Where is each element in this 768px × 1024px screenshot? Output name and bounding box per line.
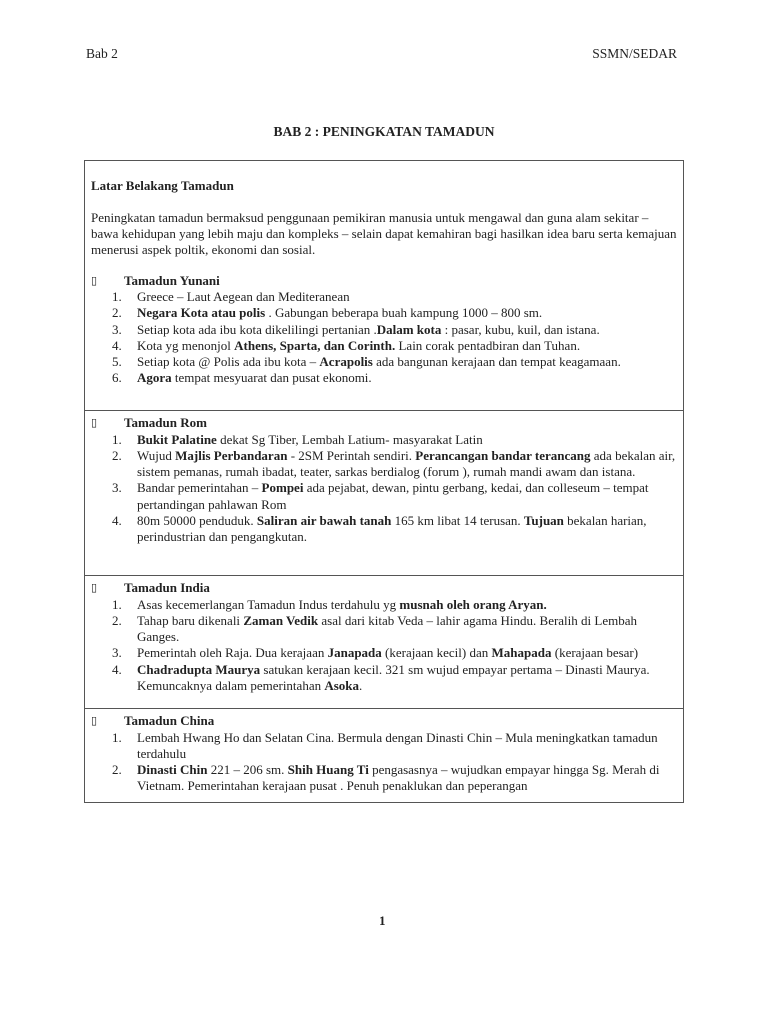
section-rom [85,410,683,575]
item-number: 3. [112,480,122,496]
section-title: Tamadun China [124,713,215,728]
header-chapter: Bab 2 [86,46,118,61]
item-text: Tahap baru dikenali [137,612,244,628]
item-text: 165 km libat 14 terusan. [391,512,524,528]
item-text: . [359,677,363,693]
item-text: (kerajaan kecil) dan [381,645,492,661]
bold-text: Tujuan [523,512,564,528]
section-heading [91,273,677,290]
page-title: BAB 2 : PENINGKATAN TAMADUN [273,124,495,139]
section-china [85,708,683,802]
content-table [84,160,684,803]
item-text: Greece – Laut Aegean dan Mediteranean [137,289,350,304]
item-number: 4. [112,337,122,353]
item-number: 2. [112,305,122,321]
list-item [91,480,677,513]
list-item [91,513,677,546]
list-item [91,432,677,448]
section-heading [91,415,677,432]
item-text: Lain corak pentadbiran dan Tuhan. [395,337,581,353]
bold-text: Asoka [324,677,360,693]
item-text: 80m 50000 penduduk. [137,512,257,528]
item-text: Lembah Hwang Ho dan Selatan Cina. Bermula dengan Dinasti Chin – Mula meningkatkan tamadun terdahulu [137,729,658,761]
list-item [91,662,677,695]
item-list [91,289,677,387]
item-list [91,432,677,546]
section-heading [91,713,677,730]
intro-paragraph: Peningkatan tamadun bermaksud penggunaan pemikiran manusia untuk mengawal dan guna alam sekitar – bawa kehidupan yang lebih maju dan kompleks – selain dapat kemahiran bagi hasilkan idea baru serta kemajuan menerusi aspek poltik, ekonomi dan sosial. [91,209,677,257]
item-number: 1. [112,431,122,447]
square-bullet-icon: ▯ [91,416,98,429]
item-number: 5. [112,354,122,370]
list-item [91,370,677,386]
bold-text: Acrapolis [319,354,373,370]
item-number: 3. [112,321,122,337]
item-text: tempat mesyuarat dan pusat ekonomi. [171,370,372,386]
bold-text: Agora [137,370,172,386]
list-item [91,762,677,795]
bold-text: Janapada [327,645,382,661]
bold-text: Chadradupta Maurya [137,661,261,677]
item-number: 2. [112,612,122,628]
bold-text: musnah oleh orang Aryan. [399,596,547,612]
list-item [91,730,677,763]
item-text: ada bekalan air, sistem pemanas, rumah ibadat, teater, sarkas berdialog (forum ), rumah mandi awam dan istana. [137,447,676,480]
bold-text: Zaman Vedik [243,612,319,628]
bold-text: Dinasti Chin [137,762,208,778]
bold-text: Shih Huang Ti [287,762,369,778]
bold-text: Mahapada [491,645,552,661]
item-text: dekat Sg Tiber, Lembah Latium- masyarakat Latin [216,431,483,447]
header-school: SSMN/SEDAR [592,46,677,61]
section-title: Tamadun India [124,580,210,595]
item-text: - 2SM Perintah sendiri. [287,447,416,463]
item-number: 2. [112,762,122,778]
item-text: Wujud [137,447,176,463]
item-text: : pasar, kubu, kuil, dan istana. [441,321,600,337]
bold-text: Saliran air bawah tanah [256,512,392,528]
item-number: 3. [112,645,122,661]
bold-text: Perancangan bandar terancang [415,447,591,463]
list-item [91,338,677,354]
square-bullet-icon: ▯ [91,714,98,727]
item-text: Bandar pemerintahan – [137,480,262,496]
item-text: pengasasnya – wujudkan empayar hingga Sg. Merah di Vietnam. Pemerintahan kerajaan pusat . Penuh penaklukan dan peperangan [137,762,660,794]
square-bullet-icon: ▯ [91,273,98,287]
section-india [85,575,683,708]
list-item [91,597,677,613]
item-number: 2. [112,447,122,463]
item-text: . Gabungan beberapa buah kampung 1000 – 800 sm. [265,305,543,321]
intro-heading: Latar Belakang Tamadun [91,178,234,193]
item-number: 6. [112,370,122,386]
item-text: asal dari kitab Veda – lahir agama Hindu. Beralih di Lembah Ganges. [137,612,637,645]
section-intro [85,161,683,410]
item-number: 1. [112,596,122,612]
bold-text: Athens, Sparta, dan Corinth. [234,337,396,353]
item-text: (kerajaan besar) [551,645,639,661]
bold-text: Negara Kota atau polis [137,305,266,321]
list-item [91,354,677,370]
list-item [91,305,677,321]
bold-text: Pompei [261,480,304,496]
item-text: satukan kerajaan kecil. 321 sm wujud empayar pertama – Dinasti Maurya. Kemuncaknya dalam pemerintahan [137,661,650,693]
list-item [91,613,677,646]
section-heading [91,580,677,597]
section-title: Tamadun Rom [124,415,207,430]
list-item [91,645,677,661]
list-item [91,322,677,338]
item-list [91,597,677,695]
square-bullet-icon: ▯ [91,581,98,594]
item-text: 221 – 206 sm. [207,762,288,778]
item-text: Setiap kota @ Polis ada ibu kota – [137,354,320,370]
bold-text: Dalam kota [376,321,442,337]
bold-text: Majlis Perbandaran [175,447,288,463]
bold-text: Bukit Palatine [137,431,217,447]
item-number: 1. [112,729,122,745]
item-number: 4. [112,512,122,528]
section-title: Tamadun Yunani [124,272,220,288]
page-number: 1 [379,913,386,928]
list-item [91,289,677,305]
item-text: Setiap kota ada ibu kota dikelilingi pertanian . [137,321,377,337]
item-text: ada pejabat, dewan, pintu gerbang, kedai, dan colleseum – tempat pertandingan pahlawan Rom [137,480,649,512]
list-item [91,448,677,481]
item-number: 4. [112,661,122,677]
item-text: bekalan harian, perindustrian dan pengangkutan. [137,512,647,545]
item-text: Kota yg menonjol [137,337,235,353]
item-text: Asas kecemerlangan Tamadun Indus terdahulu yg [137,596,400,612]
item-number: 1. [112,289,122,304]
item-list [91,730,677,795]
item-text: Pemerintah oleh Raja. Dua kerajaan [137,645,328,661]
item-text: ada bangunan kerajaan dan tempat keagamaan. [372,354,621,370]
